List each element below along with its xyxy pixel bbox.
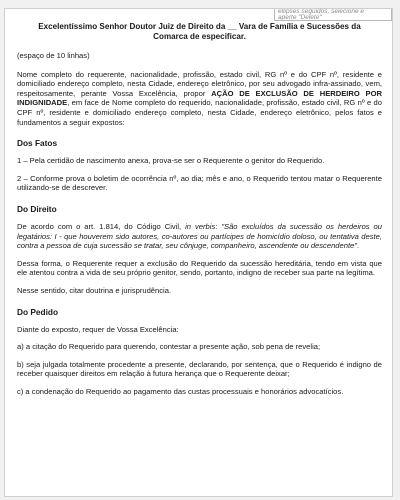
- request-item-b: b) seja julgada totalmente procedente a presente, declarando, por sentença, que o Requerido é indigno de receber quaisquer direitos em relação à futura herança que o Requerente deixar;: [17, 359, 382, 379]
- in-verbis: in verbis: [185, 221, 216, 231]
- tooltip-line-2: aperte "Delete": [278, 14, 322, 21]
- facts-paragraph-2: 2 – Conforme prova o boletim de ocorrência nº, ao dia; mês e ano, o Requerido tentou matar o Requerente utilizando-se de descrever.: [17, 173, 382, 193]
- action-name: AÇÃO DE EXCLUSÃO DE HERDEIRO POR INDIGNIDADE: [17, 88, 382, 108]
- request-intro: Diante do exposto, requer de Vossa Excelência:: [17, 324, 179, 334]
- request-item-c: c) a condenação do Requerido ao pagamento das custas processuais e honorários advocatícios.: [17, 386, 344, 396]
- intro-text-2: , em face de Nome completo do requerido, nacionalidade, profissão, estado civil, RG nº e do CPF nº, residente e domiciliado endereço completo, nesta Cidade, endereço eletrônico, pelos fatos e fundamentos a seguir expostos:: [17, 98, 382, 127]
- help-tooltip: [274, 9, 392, 21]
- intro-text-1: Nome completo do requerente, nacionalidade, profissão, estado civil, RG nº e do CPF nº, residente e domiciliado endereço completo, nesta Cidade, endereço eletrônico, por seu advogado infra-assinado, vem, respeitosamente, perante Vossa Excelência, propor: [17, 69, 382, 98]
- intro-paragraph: [17, 70, 382, 128]
- law-paragraph-3: Nesse sentido, citar doutrina e jurisprudência.: [17, 285, 172, 295]
- law-text-1: De acordo com o art. 1.814, do Código Civil,: [17, 221, 186, 231]
- facts-heading: Dos Fatos: [17, 138, 58, 149]
- request-heading: Do Pedido: [17, 306, 59, 317]
- law-heading: Do Direito: [17, 203, 57, 214]
- title-line-1: Excelentíssimo Senhor Doutor Juiz de Direito da __ Vara de Família e Sucessões da: [38, 22, 361, 31]
- document-title: [17, 22, 382, 42]
- law-colon: :: [215, 221, 222, 231]
- document-page: [4, 8, 393, 497]
- space-note: (espaço de 10 linhas): [17, 51, 90, 60]
- law-paragraph-1: [17, 222, 382, 251]
- tooltip-line-1: ellipses seguidos, selecione e: [278, 9, 364, 15]
- title-line-2: Comarca de especificar.: [153, 32, 246, 41]
- facts-paragraph-1: 1 – Pela certidão de nascimento anexa, prova-se ser o Requerente o genitor do Requerido.: [17, 156, 325, 166]
- law-paragraph-2: Dessa forma, o Requerente requer a exclusão do Requerido da sucessão hereditária, tendo em vista que ele atentou contra a vida de seu próprio genitor, sendo, portanto, indigno de receber sua parte na legítima.: [17, 258, 382, 278]
- request-item-a: a) a citação do Requerido para querendo, contestar a presente ação, sob pena de revelia;: [17, 342, 321, 352]
- law-quote: "São excluídos da sucessão os herdeiros ou legatários: I - que houverem sido autores, co-autores ou partícipes de homicídio doloso, ou tentativa deste, contra a pessoa de cuja sucessão se tratar, seu cônjuge, companheiro, ascendente ou descendente": [17, 221, 382, 251]
- law-period: .: [357, 241, 360, 251]
